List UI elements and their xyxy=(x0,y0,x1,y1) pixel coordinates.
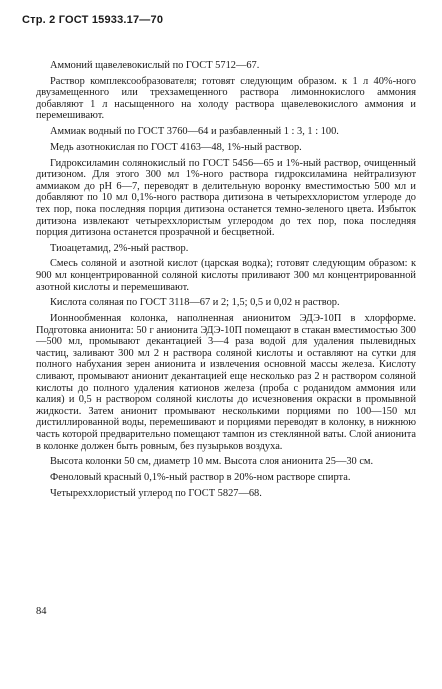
page-number: 84 xyxy=(36,606,47,617)
page-header: Стр. 2 ГОСТ 15933.17—70 xyxy=(22,14,164,26)
paragraph-ion-exchange-column: Ионнообменная колонка, наполненная анионитом ЭДЭ-10П в хлорформе. Подготовка анионита: 50 г анионита ЭДЭ-10П помещают в стакан вместимостью 300—500 мл, промывают декантацией 3—4 раза водой для удаления пылевидных частиц, заливают 300 мл 2 н раствора соляной кислоты и оставляют на сутки для полного набухания зерен анионита и извлечения основной массы железа. Кислоту сливают, промывают анионит декантацией еще несколько раз 2 н раствором соляной кислоты до полного удаления катионов железа (проба с роданидом аммония или калия) и 0,5 н раствором соляной кислоты до исчезновения окраски в промывной жидкости. Затем анионит промывают несколькими порциями по 100—150 мл дистиллированной воды, перемешивают и порциями переводят в колонку, в нижнюю часть которой предварительно помещают тампон из стеклянной ваты. Слой анионита в колонке должен быть ровным, без пузырьков воздуха. xyxy=(36,313,416,452)
paragraph-carbon-tetrachloride: Четыреххлористый углерод по ГОСТ 5827—68. xyxy=(50,487,262,499)
paragraph-hydrochloric-acid: Кислота соляная по ГОСТ 3118—67 и 2; 1,5; 0,5 и 0,02 н раствор. xyxy=(50,297,340,309)
paragraph-ammonium-oxalate: Аммоний щавелевокислый по ГОСТ 5712—67. xyxy=(50,60,260,71)
paragraph-ammonia: Аммиак водный по ГОСТ 3760—64 и разбавленный 1 : 3, 1 : 100. xyxy=(50,126,339,138)
paragraph-copper-nitrate: Медь азотнокислая по ГОСТ 4163—48, 1%-ный раствор. xyxy=(50,141,302,153)
paragraph-column-dimensions: Высота колонки 50 см, диаметр 10 мм. Высота слоя анионита 25—30 см. xyxy=(50,456,374,468)
paragraph-complexing-solution: Раствор комплексообразователя; готовят следующим образом. к 1 л 40%-ного двузамещенного или трехзамещенного раствора лимоннокислого аммония добавляют 1 л насыщенного на холоду раствора щавелевокислого аммония и перемешивают. xyxy=(36,75,416,122)
paragraph-thioacetamide: Тиоацетамид, 2%-ный раствор. xyxy=(50,242,189,254)
paragraph-hydroxylamine: Гидроксиламин солянокислый по ГОСТ 5456—65 и 1%-ный раствор, очищенный дитизоном. Для этого 300 мл 1%-ного раствора гидроксиламина нейтрализуют аммиаком до рН 6—7, переводят в делительную воронку вместимостью 500 мл и добавляют по 10 мл 0,1%-ного раствора дитизона в четыреххлористом углероде до тех пор, пока последняя порция дитизона останется темно-зеленого цвета. Избыток дитизона извлекают четыреххлористым углеродом до тех пор, пока последняя порция дитизона останется прозрачной и бесцветной. xyxy=(36,157,416,239)
paragraph-aqua-regia: Смесь соляной и азотной кислот (царская водка); готовят следующим образом: к 900 мл концентрированной соляной кислоты приливают 300 мл концентрированной азотной кислоты и перемешивают. xyxy=(36,258,416,293)
document-body xyxy=(36,60,416,503)
paragraph-phenol-red: Феноловый красный 0,1%-ный раствор в 20%-ном растворе спирта. xyxy=(50,471,351,483)
